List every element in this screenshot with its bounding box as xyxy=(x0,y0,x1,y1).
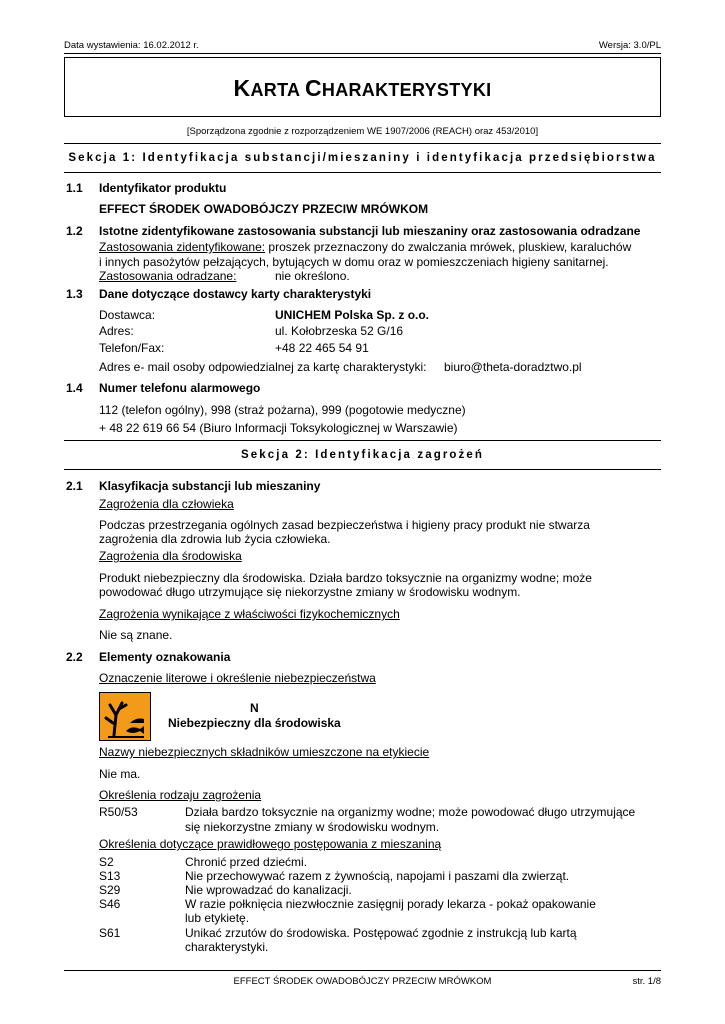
s-code: S46 xyxy=(99,897,121,911)
email-label: Adres e- mail osoby odpowiedzialnej za kartę charakterystyki: xyxy=(99,360,427,374)
components-text: Nie ma. xyxy=(99,767,141,781)
section-1-heading: Sekcja 1: Identyfikacja substancji/mieszaniny i identyfikacja przedsiębiorstwa xyxy=(68,152,657,164)
hazard-letter: N xyxy=(250,701,259,715)
title-box xyxy=(64,57,661,117)
environment-hazard-icon xyxy=(99,692,151,741)
s-text-cont: charakterystyki. xyxy=(185,940,269,954)
phone-label: Telefon/Fax: xyxy=(99,341,165,355)
physchem-hazards-label: Zagrożenia wynikające z właściwości fizykochemicznych xyxy=(99,607,400,621)
header-divider xyxy=(64,53,661,54)
advised-against-label: Zastosowania odradzane: xyxy=(99,269,237,283)
s-code: S2 xyxy=(99,855,114,869)
human-hazards-text: Podczas przestrzegania ogólnych zasad bezpieczeństwa i higieny pracy produkt nie stwarza xyxy=(99,518,590,532)
section-number: 1.3 xyxy=(66,287,83,301)
s-code: S29 xyxy=(99,883,121,897)
page-title: KARTA CHARAKTERYSTYKI xyxy=(233,75,492,101)
section-title: Dane dotyczące dostawcy karty charakterystyki xyxy=(99,287,372,301)
components-label: Nazwy niebezpiecznych składników umieszczone na etykiecie xyxy=(99,745,430,759)
r-text: Działa bardzo toksycznie na organizmy wodne; może powodować długo utrzymujące xyxy=(185,805,636,819)
hazard-description: Niebezpieczny dla środowiska xyxy=(168,716,341,730)
section-number: 1.1 xyxy=(66,181,83,195)
divider xyxy=(64,172,661,173)
env-hazards-text-cont: powodować długo utrzymujące się niekorzystne zmiany w środowisku wodnym. xyxy=(99,585,521,599)
section-title: Istotne zidentyfikowane zastosowania substancji lub mieszaniny oraz zastosowania odradzane xyxy=(99,224,641,238)
emergency-line-1: 112 (telefon ogólny), 998 (straż pożarna), 999 (pogotowie medyczne) xyxy=(99,403,466,417)
identified-uses-cont: i innych pasożytów pełzających, bytujących w domu oraz w pomieszczeniach higieny sanitarnej. xyxy=(99,255,609,269)
section-number: 2.2 xyxy=(66,650,83,664)
human-hazards-label: Zagrożenia dla człowieka xyxy=(99,497,234,511)
address-value: ul. Kołobrzeska 52 G/16 xyxy=(275,324,404,338)
risk-phrases-label: Określenia rodzaju zagrożenia xyxy=(99,788,262,802)
footer-product: EFFECT ŚRODEK OWADOBÓJCZY PRZECIW MRÓWKOM xyxy=(233,976,492,987)
advised-against-value: nie określono. xyxy=(275,269,350,283)
supplier-value: UNICHEM Polska Sp. z o.o. xyxy=(275,308,430,322)
phone-value: +48 22 465 54 91 xyxy=(275,341,369,355)
section-2-heading: Sekcja 2: Identyfikacja zagrożeń xyxy=(241,449,484,461)
s-code: S61 xyxy=(99,926,121,940)
env-hazards-text: Produkt niebezpieczny dla środowiska. Działa bardzo toksycznie na organizmy wodne; może xyxy=(99,571,592,585)
section-number: 1.2 xyxy=(66,224,83,238)
physchem-hazards-text: Nie są znane. xyxy=(99,628,173,642)
s-text-cont: lub etykietę. xyxy=(185,911,250,925)
r-code: R50/53 xyxy=(99,805,138,819)
email-link[interactable]: biuro@theta-doradztwo.pl xyxy=(444,360,582,374)
r-text-cont: się niekorzystne zmiany w środowisku wodnym. xyxy=(185,820,440,834)
human-hazards-text-cont: zagrożenia dla zdrowia lub życia człowieka. xyxy=(99,532,331,546)
supplier-label: Dostawca: xyxy=(99,308,156,322)
section-title: Numer telefonu alarmowego xyxy=(99,381,261,395)
section-title: Elementy oznakowania xyxy=(99,650,231,664)
address-label: Adres: xyxy=(99,324,134,338)
s-code: S13 xyxy=(99,869,121,883)
version: Wersja: 3.0/PL xyxy=(598,40,661,51)
footer-divider xyxy=(64,970,661,971)
s-text: Chronić przed dziećmi. xyxy=(185,855,308,869)
identified-uses: Zastosowania zidentyfikowane: proszek przeznaczony do zwalczania mrówek, pluskiew, karaluchów xyxy=(99,240,632,254)
issue-date: Data wystawienia: 16.02.2012 r. xyxy=(64,40,199,51)
emergency-line-2: + 48 22 619 66 54 (Biuro Informacji Toksykologicznej w Warszawie) xyxy=(99,421,458,435)
section-title: Identyfikator produktu xyxy=(99,181,227,195)
safety-phrases-label: Określenia dotyczące prawidłowego postępowania z mieszaniną xyxy=(99,837,442,851)
s-text: Unikać zrzutów do środowiska. Postępować zgodnie z instrukcją lub kartą xyxy=(185,926,577,940)
section-title: Klasyfikacja substancji lub mieszaniny xyxy=(99,479,321,493)
product-name: EFFECT ŚRODEK OWADOBÓJCZY PRZECIW MRÓWKOM xyxy=(99,202,429,216)
section-number: 2.1 xyxy=(66,479,83,493)
hazard-symbol-label: Oznaczenie literowe i określenie niebezpieczeństwa xyxy=(99,671,376,685)
env-hazards-label: Zagrożenia dla środowiska xyxy=(99,549,242,563)
s-text: W razie połknięcia niezwłocznie zasięgnij porady lekarza - pokaż opakowanie xyxy=(185,897,596,911)
section-number: 1.4 xyxy=(66,381,83,395)
regulation-note: [Sporządzona zgodnie z rozporządzeniem WE 1907/2006 (REACH) oraz 453/2010] xyxy=(186,126,539,137)
divider xyxy=(64,440,661,441)
s-text: Nie przechowywać razem z żywnością, napojami i paszami dla zwierząt. xyxy=(185,869,570,883)
divider xyxy=(64,143,661,144)
s-text: Nie wprowadzać do kanalizacji. xyxy=(185,883,352,897)
divider xyxy=(64,469,661,470)
page-number: str. 1/8 xyxy=(632,976,661,987)
